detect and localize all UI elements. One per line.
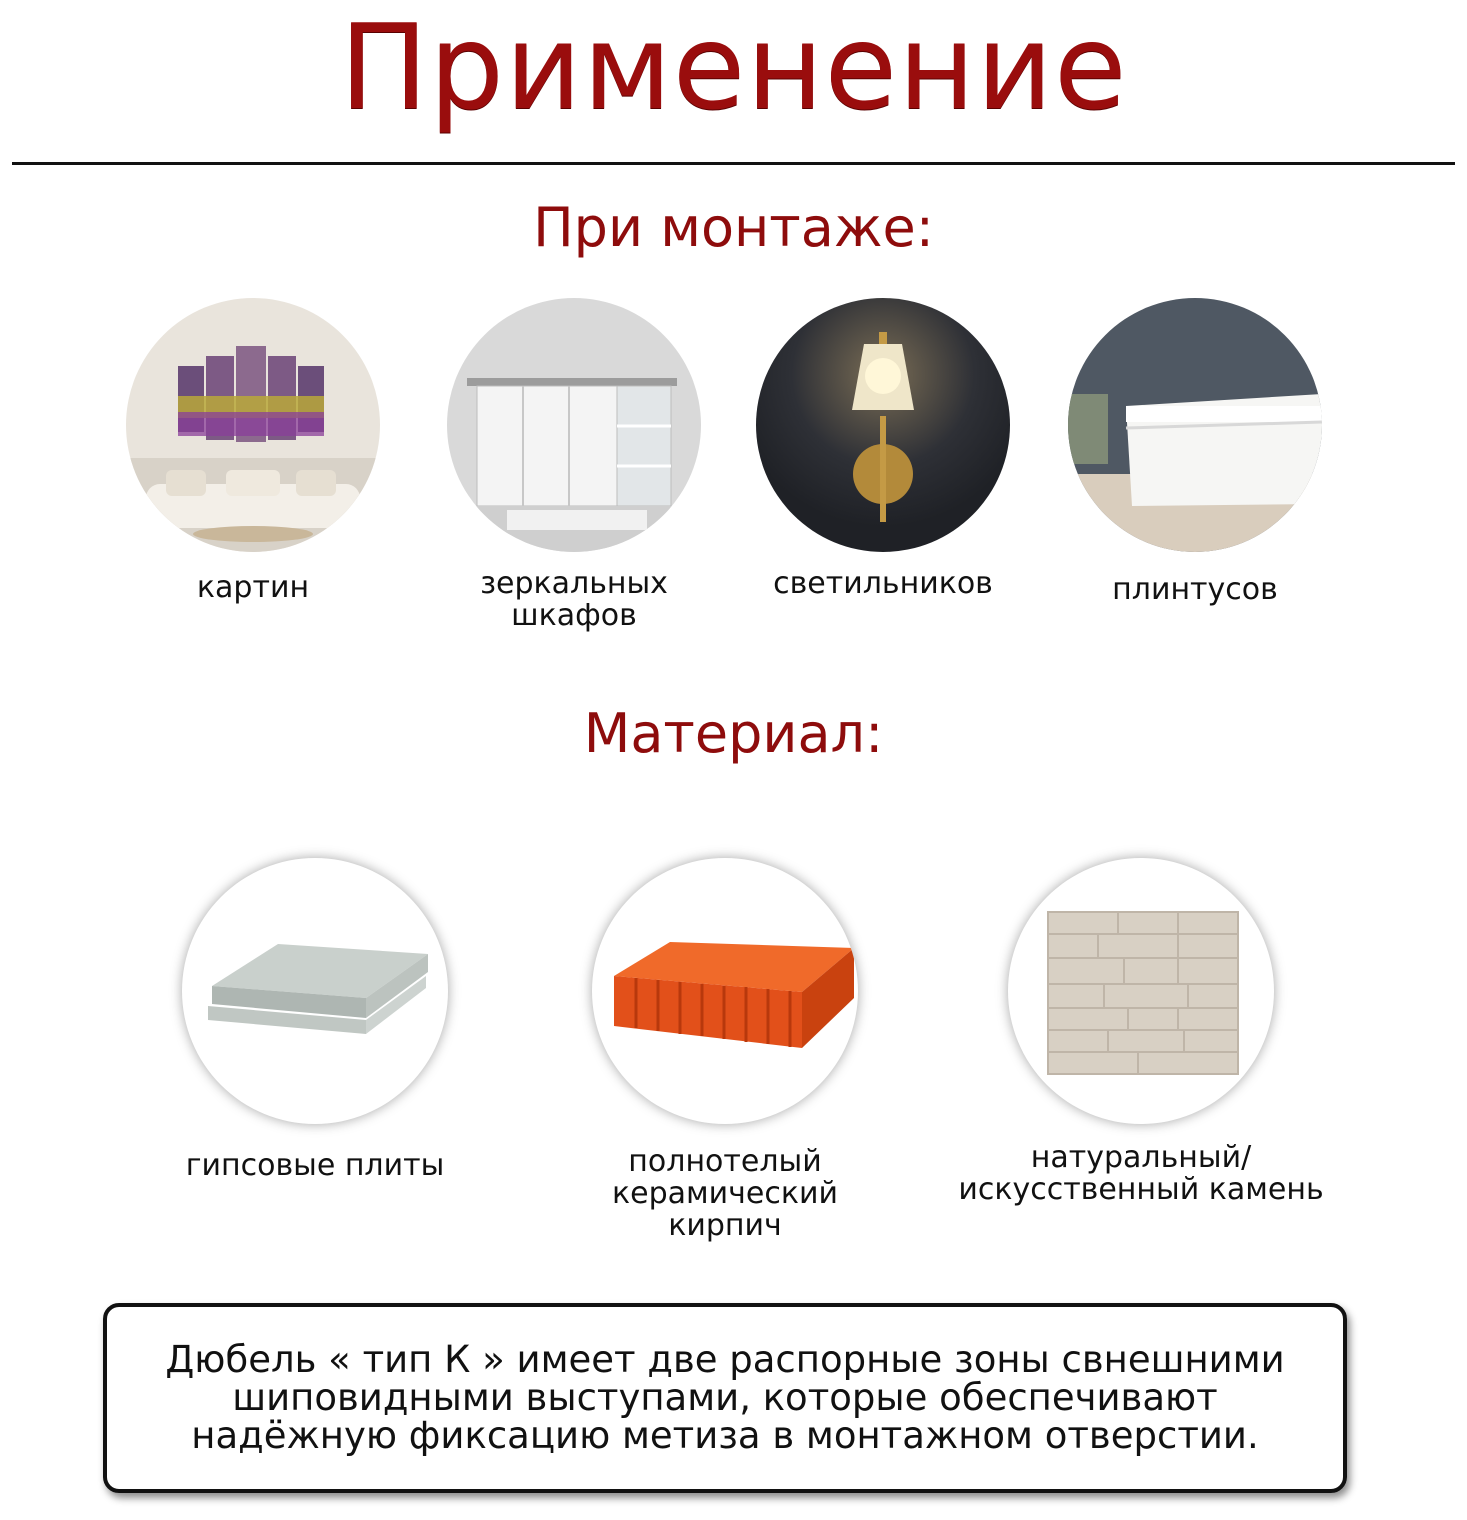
materials-heading: Материал: — [583, 702, 884, 765]
gypsum-boards-label: гипсовые плиты — [185, 1148, 445, 1183]
stone-image — [1008, 858, 1274, 1124]
title-divider — [12, 162, 1455, 165]
baseboards-label: плинтусов — [1112, 572, 1278, 607]
description-box — [103, 1303, 1347, 1493]
baseboards-image — [1068, 298, 1322, 552]
stone-label: натуральный/ искусственный камень — [958, 1140, 1324, 1207]
ceramic-brick-label: полнотелый керамический кирпич — [612, 1144, 838, 1243]
mirror-cabinets-image — [447, 298, 701, 552]
gypsum-boards-image — [182, 858, 448, 1124]
lamps-label: светильников — [773, 566, 993, 601]
lamps-image — [756, 298, 1010, 552]
page-title: Применение — [339, 0, 1128, 136]
ceramic-brick-image — [592, 858, 858, 1124]
mounting-heading: При монтаже: — [533, 196, 934, 259]
description-text: Дюбель « тип К » имеет две распорные зоны свнешними шиповидными выступами, которые обеспечивают надёжную фиксацию метиза в монтажном отверстии. — [165, 1338, 1285, 1457]
paintings-label: картин — [196, 570, 310, 605]
mirror-cabinets-label: зеркальных шкафов — [480, 566, 668, 633]
paintings-image — [126, 298, 380, 552]
